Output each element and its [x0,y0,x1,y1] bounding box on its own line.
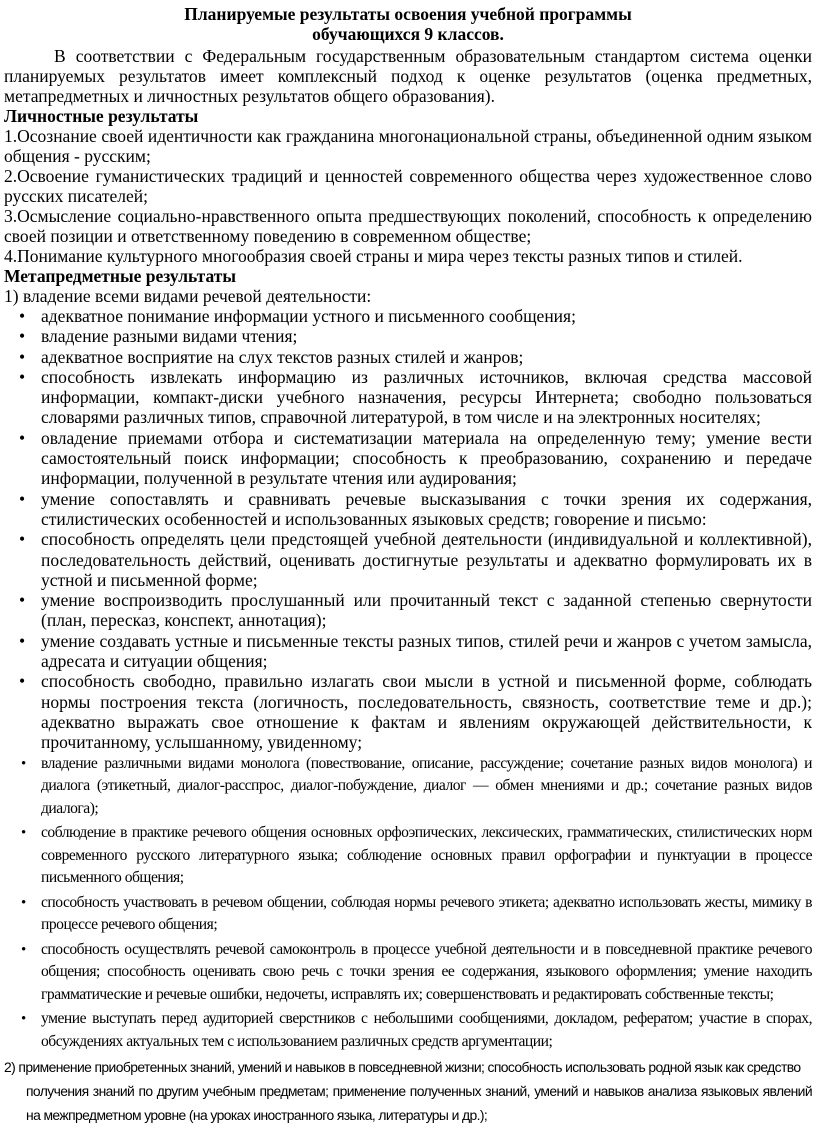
meta-point-2-first-line: 2) применение приобретенных знаний, умений и навыков в повседневной жизни; способность использовать родной язык как средство [4,1059,801,1076]
list-item [4,939,812,1007]
list-item-text: способность свободно, правильно излагать свои мысли в устной и письменной форме, соблюдать нормы построения текста (логичность, последовательность, связность, соответствие теме и др.); адекватно выражать свое отношение к фактам и явлениям окружающей действительности, к прочитанному, услышанному, увиденному; [41,671,812,753]
list-item-text: умение воспроизводить прослушанный или прочитанный текст с заданной степенью свернутости (план, пересказ, конспект, аннотация); [41,590,812,631]
bullet-icon: • [21,825,26,842]
list-item-text: умение создавать устные и письменные тексты разных типов, стилей речи и жанров с учетом замысла, адресата и ситуации общения; [41,630,812,672]
bullet-icon: • [19,488,26,509]
list-item-text: способность определять цели предстоящей учебной деятельности (индивидуальной и коллективной), последовательность действий, оценивать достигнутые результаты и адекватно формулировать их в устной и письменной форме; [41,529,812,590]
list-item [4,1008,812,1053]
list-item [4,529,812,590]
meta-point-1: 1) владение всеми видами речевой деятельности: [4,286,372,306]
list-item [4,590,812,631]
meta-results-heading: Метапредметные результаты [4,266,237,286]
list-item [4,892,812,937]
personal-results-heading: Личностные результаты [4,106,199,126]
personal-result-item: 4.Понимание культурного многообразия своей страны и мира через тексты разных типов и стилей. [4,246,743,266]
document-title-line-1: Планируемые результаты освоения учебной программы [184,4,632,24]
list-item [4,489,812,530]
list-item-text: адекватное восприятие на слух текстов разных стилей и жанров; [41,346,524,367]
list-item [4,326,812,346]
list-item [4,367,812,428]
bullet-icon: • [19,346,26,367]
bullet-icon: • [21,894,26,911]
list-item-text: соблюдение в практике речевого общения основных орфоэпических, лексических, грамматических, стилистических норм современного русского литературного языка; соблюдение основных правил орфографии и пунктуации в процессе письменного общения; [41,824,812,887]
list-item-text: адекватное понимание информации устного и письменного сообщения; [41,306,576,326]
personal-result-item: 2.Освоение гуманистических традиций и ценностей современного общества через художественное слово русских писателей; [4,166,812,206]
list-item [4,428,812,489]
list-item-text: способность извлекать информацию из различных источников, включая средства массовой информации, компакт-диски учебного назначения, ресурсы Интернета; свободно пользоваться словарями различных типов, справочной литературой, в том числе и на электронных носителях; [41,366,812,428]
list-item [4,306,812,326]
list-item [4,822,812,890]
list-item [4,671,812,752]
bullet-icon: • [21,755,26,772]
bullet-icon: • [19,590,26,611]
meta-point-2-continuation: получения знаний по другим учебным предметам; применение полученных знаний, умений и навыков анализа языковых явлений на межпредметном уровне (на уроках иностранного языка, литературы и др.); [26,1083,812,1124]
list-item-text: умение выступать перед аудиторией сверстников с небольшими сообщениями, докладом, рефератом; участие в спорах, обсуждениях актуальных тем с использованием различных средств аргументации; [41,1010,812,1050]
list-item-text: способность осуществлять речевой самоконтроль в процессе учебной деятельности и в повседневной практике речевого общения; способность оценивать свою речь с точки зрения ее содержания, языкового оформления; умение находить грамматические и речевые ошибки, недочеты, исправлять их; совершенствовать и редактировать собственные тексты; [41,940,812,1003]
list-item-text: владение различными видами монолога (повествование, описание, рассуждение; сочетание разных видов монолога) и диалога (этикетный, диалог-расспрос, диалог-побуждение, диалог — обмен мнениями и др.; сочетание разных видов диалога); [41,754,812,817]
list-item [4,347,812,367]
personal-result-item: 3.Осмысление социально-нравственного опыта предшествующих поколений, способность к определению своей позиции и ответственному поведению в современном обществе; [4,206,812,246]
bullet-icon: • [19,427,26,448]
bullet-icon: • [21,941,26,958]
bullet-icon: • [19,529,26,550]
bullet-icon: • [19,326,26,347]
bullet-icon: • [19,366,26,387]
list-item-text: овладение приемами отбора и систематизации материала на определенную тему; умение вести самостоятельный поиск информации; способность к преобразованию, сохранению и передаче информации, полученной в результате чтения или аудирования; [41,427,812,489]
list-item [4,631,812,672]
meta-small-bullet-list [4,753,812,1054]
list-item-text: владение разными видами чтения; [41,326,298,347]
list-item-text: способность участвовать в речевом общении, соблюдая нормы речевого этикета; адекватно использовать жесты, мимику в процессе речевого общения; [41,893,812,934]
bullet-icon: • [19,630,26,651]
document-title-line-2: обучающихся 9 классов. [312,24,504,44]
list-item [4,753,812,821]
bullet-icon: • [19,306,26,326]
bullet-icon: • [21,1011,26,1028]
personal-result-item: 1.Осознание своей идентичности как гражданина многонациональной страны, объединенной одним языком общения - русским; [4,126,812,166]
meta-bullet-list [4,306,812,753]
list-item-text: умение сопоставлять и сравнивать речевые высказывания с точки зрения их содержания, стилистических особенностей и использованных языковых средств; говорение и письмо: [41,488,812,529]
bullet-icon: • [19,671,26,692]
intro-paragraph: В соответствии с Федеральным государственным образовательным стандартом система оценки планируемых результатов имеет комплексный подход к оценке результатов (оценка предметных, метапредметных и личностных результатов общего образования). [4,46,812,106]
